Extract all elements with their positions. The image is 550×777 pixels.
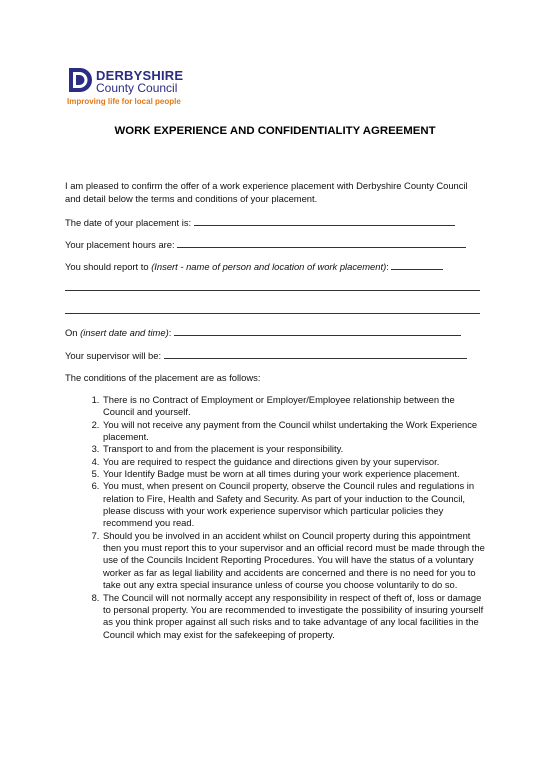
hours-label: Your placement hours are: xyxy=(65,239,175,250)
conditions-list xyxy=(65,394,485,641)
condition-item: 8. The Council will not normally accept any responsibility in respect of theft of, loss or damage to personal property. You are recommended to investigate the possibility of insuring yourself as you think proper against all such risks and to take advantage of any local facilities in the Council which may exist for the safekeeping of property. xyxy=(102,592,485,641)
condition-item: 6. You must, when present on Council property, observe the Council rules and regulations in relation to Fire, Health and Safety and Security. As part of your induction to the Council, please discuss with your work experience supervisor which particular policies they recommend you read. xyxy=(102,480,485,529)
report-blank-line-3[interactable] xyxy=(65,313,480,314)
date-blank[interactable] xyxy=(194,216,455,226)
report-suffix: : xyxy=(386,261,389,272)
on-field xyxy=(65,326,483,340)
report-field xyxy=(65,260,483,274)
report-blank[interactable] xyxy=(391,260,443,270)
condition-item: 3. Transport to and from the placement is your responsibility. xyxy=(102,443,485,455)
document-title: WORK EXPERIENCE AND CONFIDENTIALITY AGREEMENT xyxy=(114,125,436,137)
report-prefix: You should report to xyxy=(65,261,152,272)
date-field xyxy=(65,216,483,230)
date-label: The date of your placement is: xyxy=(65,217,192,228)
report-blank-line-2[interactable] xyxy=(65,290,480,291)
condition-item: 2. You will not receive any payment from the Council whilst undertaking the Work Experience placement. xyxy=(102,419,485,444)
council-logo-mark-icon xyxy=(67,66,95,94)
conditions-intro: The conditions of the placement are as follows: xyxy=(65,372,261,383)
hours-field xyxy=(65,238,483,252)
hours-blank[interactable] xyxy=(177,238,466,248)
condition-item: 5. Your Identify Badge must be worn at all times during your work experience placement. xyxy=(102,468,485,480)
logo-org-subname: County Council xyxy=(96,81,178,95)
condition-item: 7. Should you be involved in an accident whilst on Council property during this appointment then you must report this to your supervisor and an official record must be made through the use of the Councils Incident Reporting Procedures. You will have the status of a voluntary worker as far as legal liability and accidents are concerned and there is no need for you to take out any extra special insurance unless of course you choose voluntarily to do so. xyxy=(102,530,485,592)
on-prefix: On xyxy=(65,327,81,338)
on-suffix: : xyxy=(168,327,172,338)
supervisor-field xyxy=(65,349,483,363)
supervisor-label: Your supervisor will be: xyxy=(65,350,162,361)
intro-paragraph: I am pleased to confirm the offer of a work experience placement with Derbyshire County Council and detail below the terms and conditions of your placement. xyxy=(65,180,468,204)
report-instruction: (Insert - name of person and location of work placement) xyxy=(151,261,387,272)
logo-org-name: DERBYSHIRE xyxy=(96,68,184,83)
supervisor-blank[interactable] xyxy=(164,349,467,359)
on-blank[interactable] xyxy=(174,326,461,336)
condition-item: 1. There is no Contract of Employment or Employer/Employee relationship between the Council and yourself. xyxy=(102,394,485,419)
council-logo xyxy=(67,66,207,110)
on-instruction: (insert date and time) xyxy=(80,327,169,338)
condition-item: 4. You are required to respect the guidance and directions given by your supervisor. xyxy=(102,456,485,468)
logo-tagline: Improving life for local people xyxy=(67,97,181,106)
